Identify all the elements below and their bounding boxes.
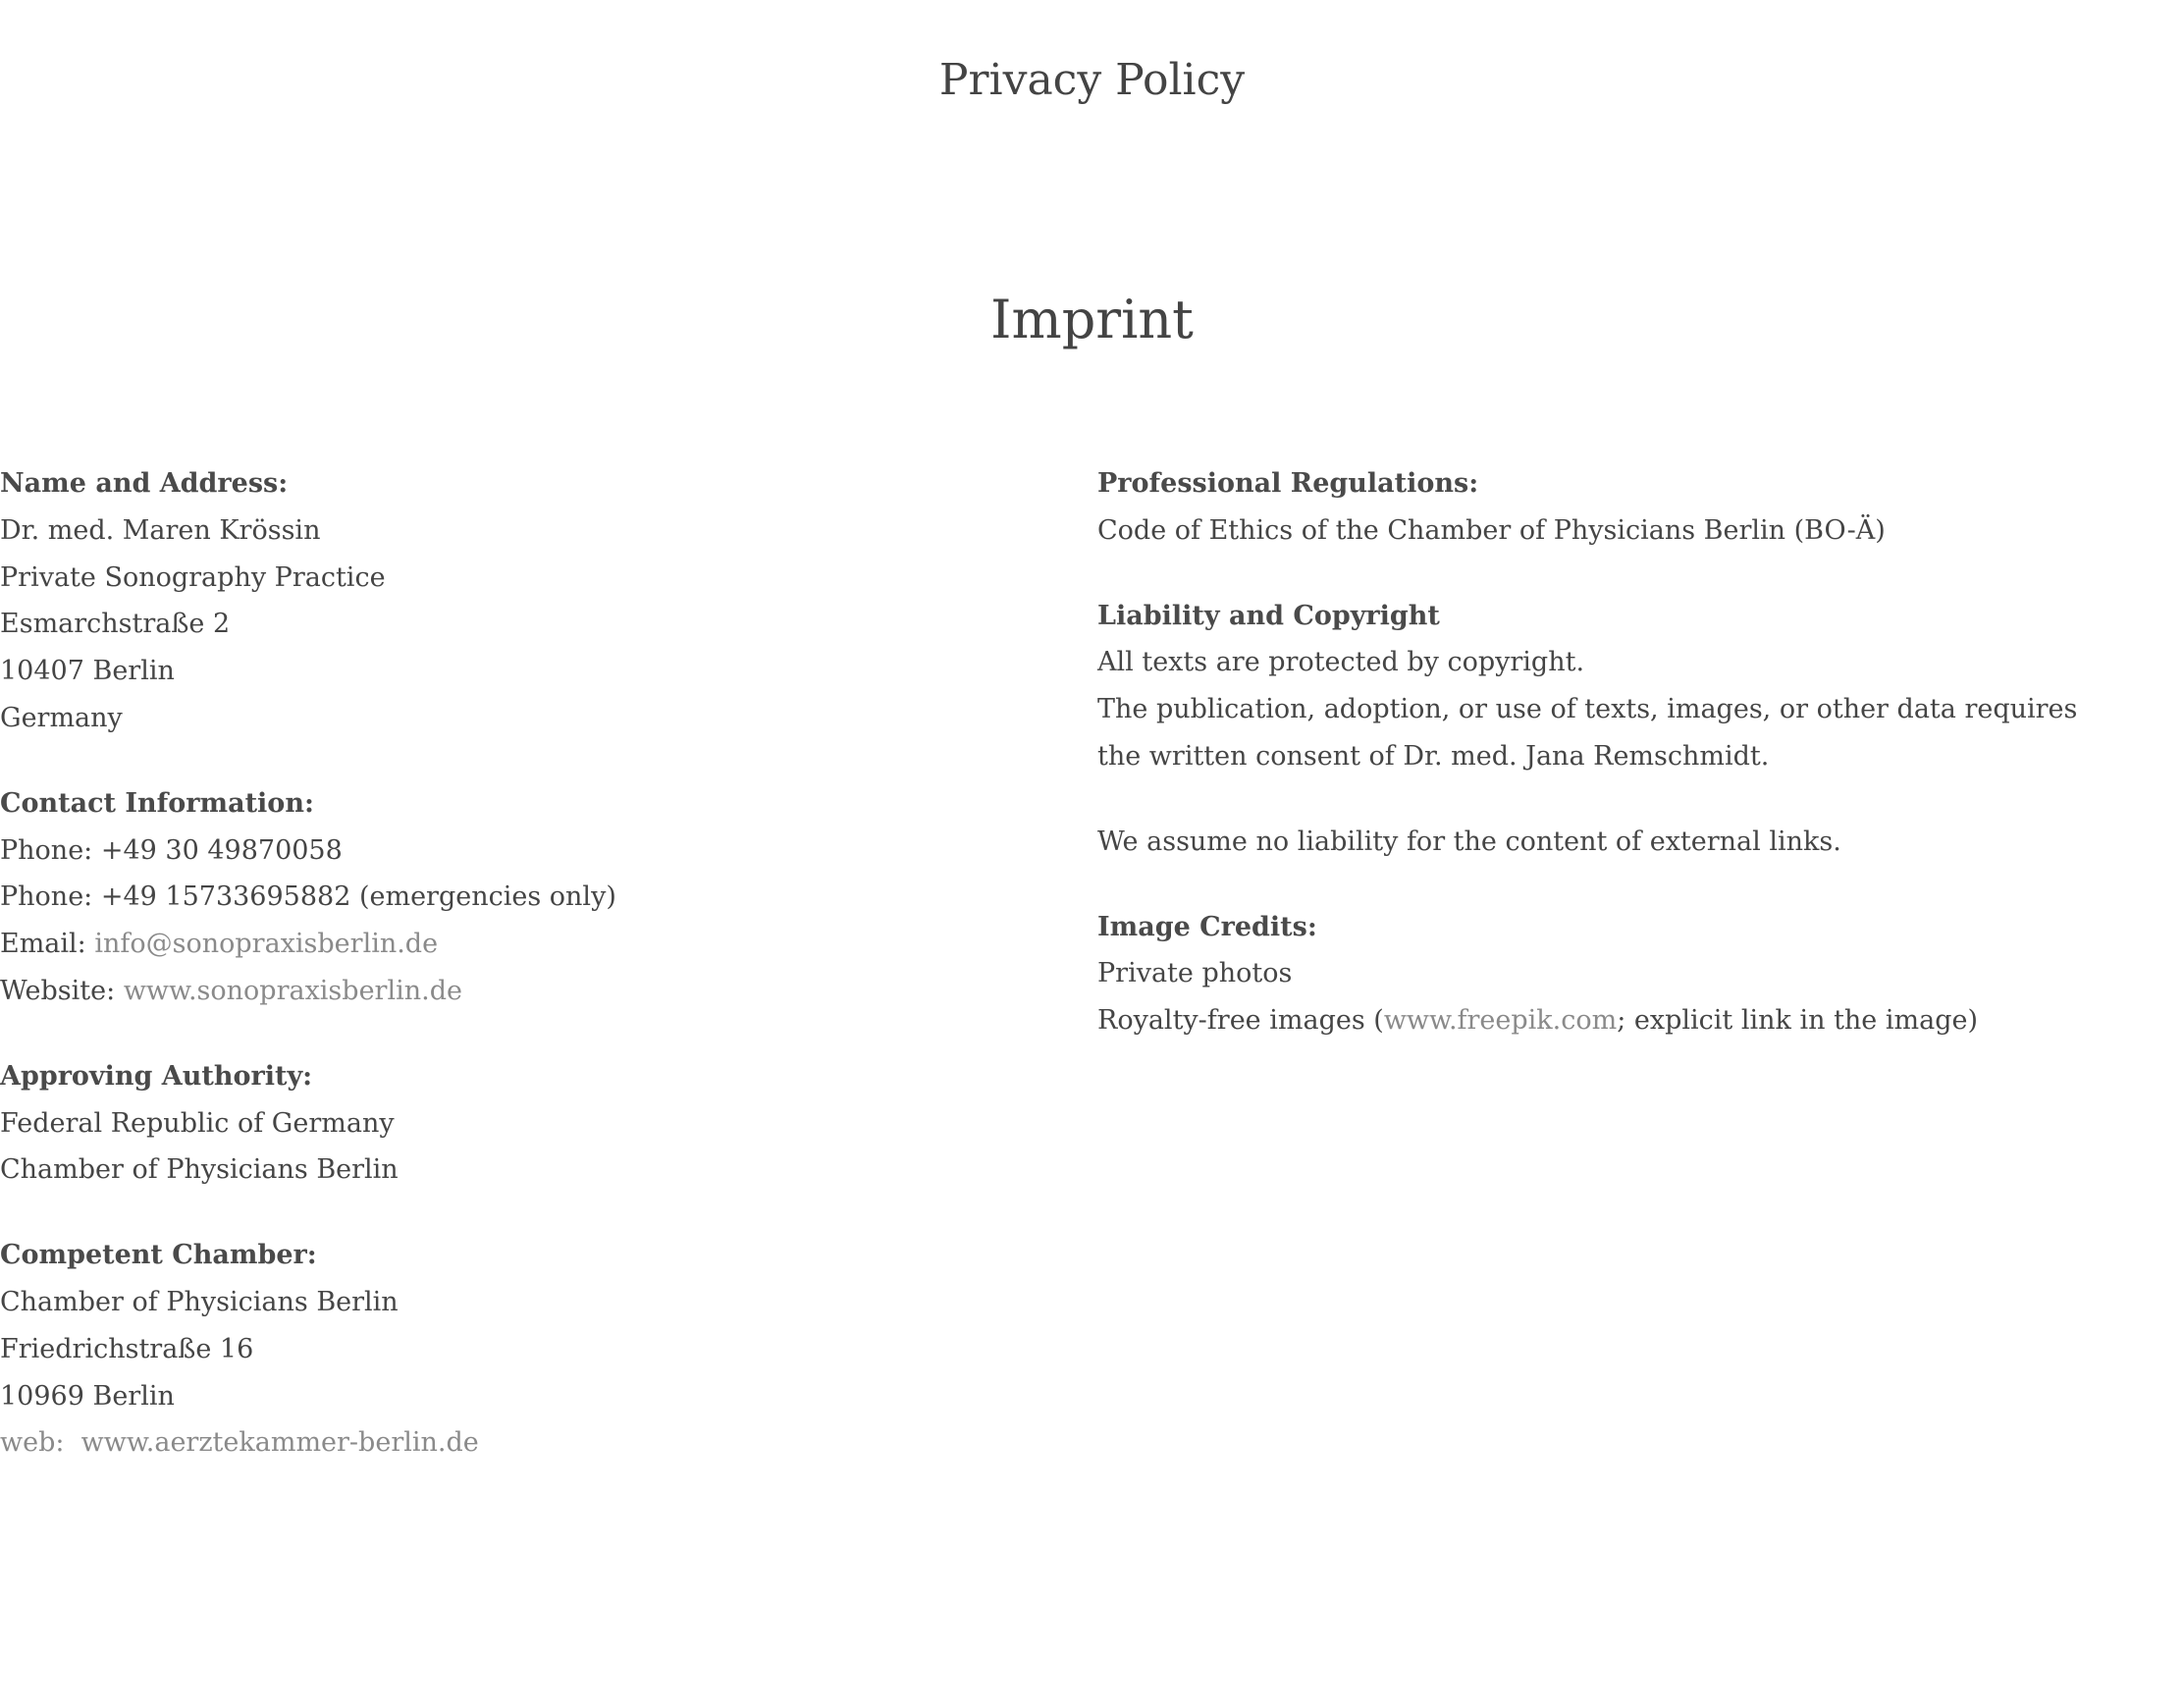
- regulations-section: [1097, 460, 2184, 555]
- image-credits-section: [1097, 904, 2184, 1044]
- section-heading: Approving Authority:: [0, 1060, 313, 1092]
- consent-text: The publication, adoption, or use of texts, images, or other data requires: [1097, 694, 2078, 725]
- section-heading: Competent Chamber:: [0, 1240, 317, 1271]
- email-label: Email:: [0, 929, 95, 960]
- authority-section: [0, 1053, 1060, 1194]
- page-title: Imprint: [990, 289, 1194, 350]
- website-link[interactable]: www.sonopraxisberlin.de: [123, 975, 462, 1006]
- section-heading: Image Credits:: [1097, 911, 1317, 942]
- chamber-web-link[interactable]: web: www.aerztekammer-berlin.de: [0, 1427, 479, 1459]
- authority-line: Chamber of Physicians Berlin: [0, 1154, 399, 1186]
- credits-suffix: ; explicit link in the image): [1617, 1005, 1979, 1037]
- name-address-section: [0, 460, 1060, 742]
- consent-text: the written consent of Dr. med. Jana Remschmidt.: [1097, 740, 1770, 772]
- section-heading: Name and Address:: [0, 468, 289, 499]
- privacy-policy-link[interactable]: Privacy Policy: [938, 55, 1246, 105]
- phone-line: Phone: +49 30 49870058: [0, 834, 343, 866]
- credits-prefix: Royalty-free images (: [1097, 1005, 1384, 1037]
- address-line: Dr. med. Maren Krössin: [0, 514, 321, 546]
- address-line: Germany: [0, 702, 123, 733]
- section-heading: Professional Regulations:: [1097, 468, 1479, 499]
- section-heading: Liability and Copyright: [1097, 600, 1440, 631]
- emergency-phone-line: Phone: +49 15733695882 (emergencies only): [0, 881, 616, 913]
- chamber-line: Chamber of Physicians Berlin: [0, 1286, 399, 1317]
- regulations-text: Code of Ethics of the Chamber of Physicians Berlin (BO-Ä): [1097, 514, 1886, 546]
- credits-line: [1097, 997, 2184, 1044]
- contact-section: [0, 780, 1060, 1015]
- section-heading: Contact Information:: [0, 787, 314, 819]
- email-link[interactable]: info@sonopraxisberlin.de: [94, 929, 439, 960]
- copyright-text: All texts are protected by copyright.: [1097, 647, 1585, 678]
- liability-section: [1097, 593, 2184, 780]
- credits-line: Private photos: [1097, 958, 1293, 989]
- authority-line: Federal Republic of Germany: [0, 1107, 395, 1139]
- chamber-line: 10969 Berlin: [0, 1380, 175, 1412]
- website-line: [0, 968, 1060, 1015]
- external-links-section: [1097, 819, 2184, 866]
- address-line: Esmarchstraße 2: [0, 609, 231, 640]
- chamber-line: Friedrichstraße 16: [0, 1333, 254, 1364]
- address-line: Private Sonography Practice: [0, 561, 386, 593]
- email-line: [0, 921, 1060, 968]
- freepik-link[interactable]: www.freepik.com: [1383, 1005, 1618, 1037]
- chamber-section: [0, 1232, 1060, 1467]
- right-column: [1097, 460, 2184, 1083]
- address-line: 10407 Berlin: [0, 656, 175, 687]
- website-label: Website:: [0, 975, 124, 1006]
- left-column: [0, 460, 1060, 1505]
- external-links-text: We assume no liability for the content of external links.: [1097, 826, 1841, 857]
